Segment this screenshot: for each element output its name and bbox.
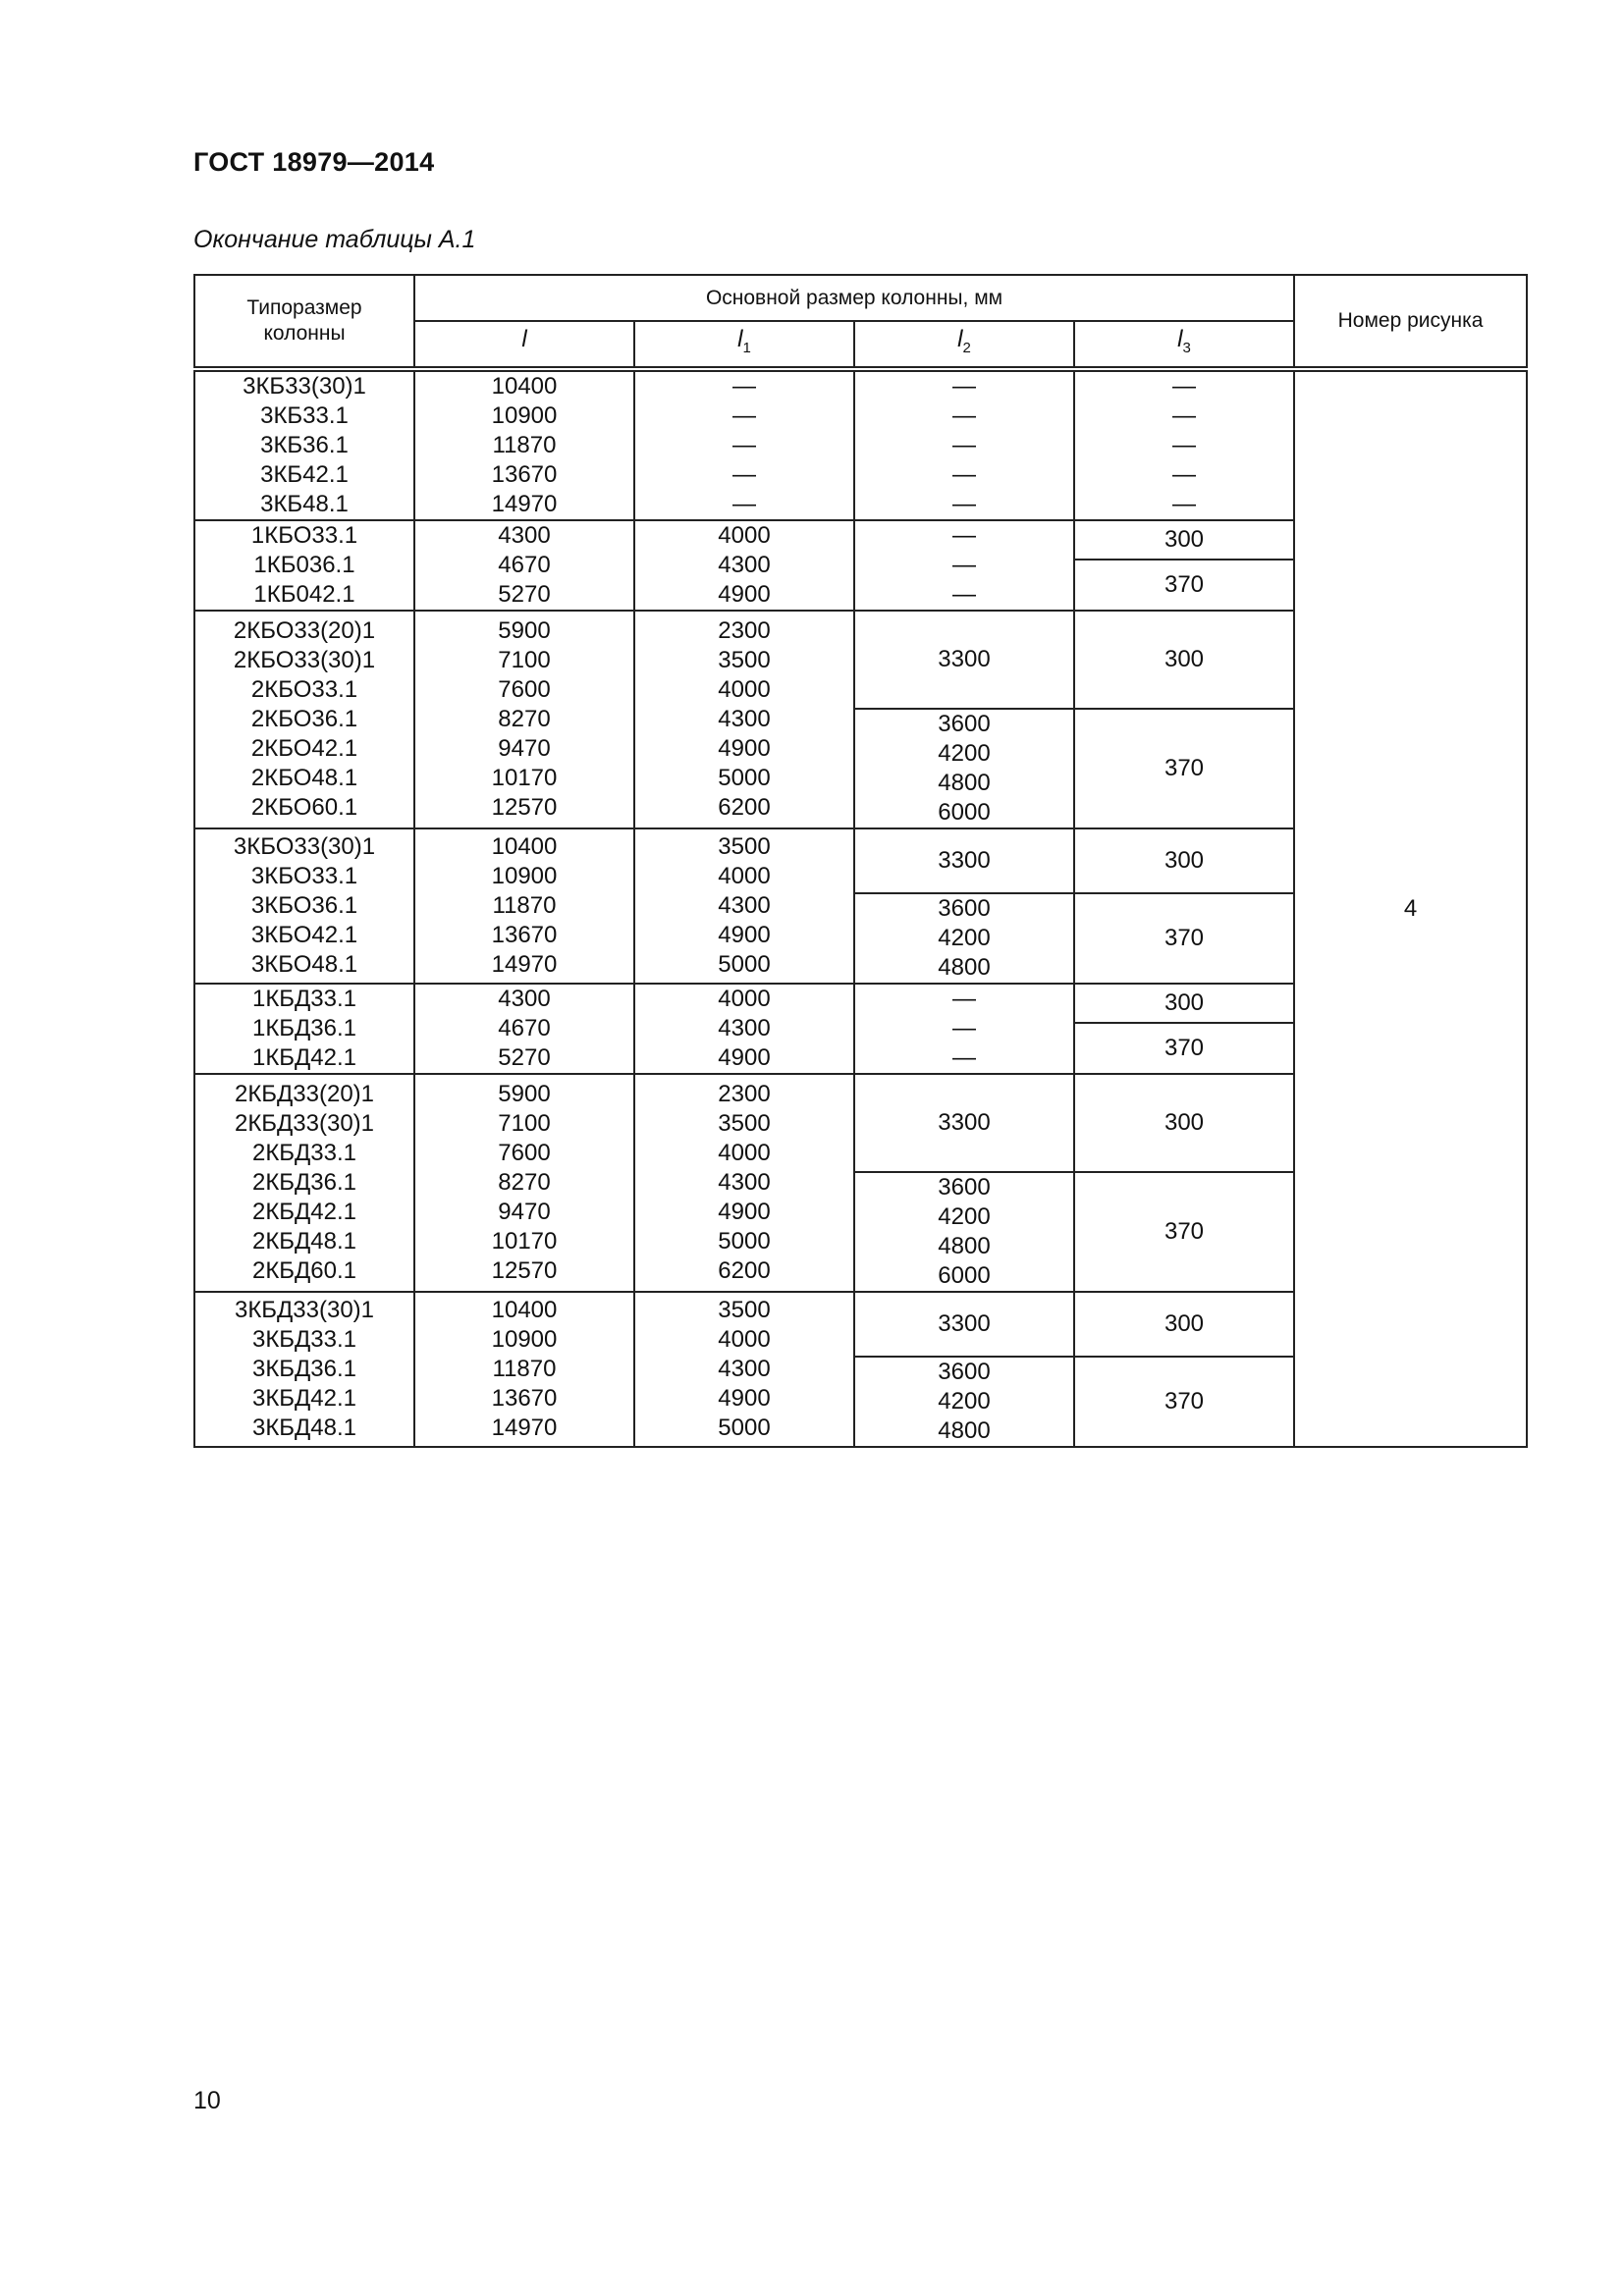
cell-size-type-value: 2КБД42.1 (251, 1199, 357, 1225)
cell-l-value: 5270 (498, 581, 551, 608)
cell-size-type-value: 2КБО60.1 (250, 794, 358, 821)
cell-l-value: 12570 (491, 1257, 558, 1284)
cell-l2-value: — (952, 373, 976, 400)
cell-l1-value: 4000 (718, 863, 771, 889)
cell-l1-value: 4300 (718, 1356, 771, 1382)
cell-size-type-value: 3КБД42.1 (251, 1385, 357, 1412)
cell-l2 (854, 1357, 1074, 1447)
cell-l1 (634, 828, 854, 984)
cell-l2-value: 4800 (938, 770, 991, 796)
cell-l (414, 1074, 634, 1292)
cell-l2-value: — (952, 581, 976, 608)
cell-size-type-value: 3КБО33(30)1 (233, 833, 376, 860)
cell-l2 (854, 369, 1074, 520)
cell-size-type-value: 2КБД60.1 (251, 1257, 357, 1284)
cell-l1 (634, 520, 854, 611)
cell-l2: 3300 (854, 828, 1074, 893)
cell-l1 (634, 1074, 854, 1292)
cell-l2-value: 4800 (938, 954, 991, 981)
cell-l (414, 828, 634, 984)
cell-l2-value: 4200 (938, 1388, 991, 1415)
cell-l-value: 12570 (491, 794, 558, 821)
cell-size-type (194, 611, 414, 828)
cell-size-type-value: 3КБД33(30)1 (234, 1297, 375, 1323)
cell-size-type-value: 3КБ33(30)1 (243, 373, 366, 400)
cell-l2 (854, 1172, 1074, 1292)
cell-l2-value: 3600 (938, 1359, 991, 1385)
header-figure-number: Номер рисунка (1294, 275, 1527, 369)
header-l (414, 321, 634, 369)
cell-l-value: 14970 (491, 951, 558, 978)
cell-size-type (194, 520, 414, 611)
cell-l2-value: — (952, 522, 976, 549)
cell-l-value: 10400 (491, 833, 558, 860)
cell-l-value: 4300 (498, 522, 551, 549)
cell-l2 (854, 520, 1074, 611)
cell-size-type-value: 3КБО33.1 (250, 863, 358, 889)
cell-size-type-value: 2КБО36.1 (250, 706, 358, 732)
cell-l-value: 8270 (498, 706, 551, 732)
cell-l3: 300 (1074, 1292, 1294, 1357)
cell-l2 (854, 709, 1074, 828)
header-l2 (854, 321, 1074, 369)
cell-l2: 3300 (854, 611, 1074, 709)
table-body (194, 369, 1527, 1447)
cell-l3: 370 (1074, 893, 1294, 984)
cell-l1-value: 4900 (718, 1199, 771, 1225)
cell-l1-value: 4900 (718, 922, 771, 948)
cell-l1-value: — (732, 432, 756, 458)
cell-l1-value: 4000 (718, 1140, 771, 1166)
cell-l1 (634, 984, 854, 1074)
cell-l1-value: 5000 (718, 1415, 771, 1441)
cell-l2-value: — (952, 1044, 976, 1071)
cell-l3: 370 (1074, 1023, 1294, 1074)
cell-l-value: 5270 (498, 1044, 551, 1071)
cell-l1-value: — (732, 373, 756, 400)
header-l3-symbol: l (1177, 326, 1183, 352)
cell-l3-value: — (1172, 461, 1196, 488)
cell-l1-value: — (732, 461, 756, 488)
cell-size-type-value: 2КБД33(30)1 (234, 1110, 375, 1137)
cell-l-value: 14970 (491, 491, 558, 517)
header-l2-symbol: l (957, 326, 963, 352)
header-l1-symbol: l (737, 326, 743, 352)
cell-l2 (854, 893, 1074, 984)
cell-l2-value: 4800 (938, 1417, 991, 1444)
cell-l2-value: 3600 (938, 1174, 991, 1201)
header-l-symbol: l (521, 326, 527, 352)
cell-size-type-value: 2КБО33(30)1 (233, 647, 376, 673)
cell-l3: 370 (1074, 709, 1294, 828)
cell-l-value: 13670 (491, 922, 558, 948)
cell-size-type-value: 1КБО33.1 (250, 522, 358, 549)
table-row (194, 369, 1527, 520)
cell-size-type-value: 2КБО33(20)1 (233, 617, 376, 644)
cell-l (414, 1292, 634, 1447)
header-l1-subscript: 1 (742, 340, 751, 356)
cell-l (414, 611, 634, 828)
cell-size-type-value: 3КБ33.1 (260, 402, 349, 429)
cell-size-type (194, 369, 414, 520)
cell-l1-value: 4300 (718, 552, 771, 578)
cell-size-type-value: 2КБД36.1 (251, 1169, 357, 1196)
cell-l2-value: 3600 (938, 895, 991, 922)
cell-l1 (634, 611, 854, 828)
cell-l1-value: 6200 (718, 794, 771, 821)
cell-l1-value: 4900 (718, 1385, 771, 1412)
cell-l3: 370 (1074, 560, 1294, 611)
cell-l2-value: — (952, 1015, 976, 1041)
cell-size-type-value: 1КБ042.1 (253, 581, 355, 608)
cell-l-value: 13670 (491, 1385, 558, 1412)
cell-l1-value: 4000 (718, 1326, 771, 1353)
cell-l (414, 520, 634, 611)
cell-l3: 300 (1074, 984, 1294, 1023)
cell-l-value: 11870 (492, 432, 557, 458)
table-caption: Окончание таблицы А.1 (193, 226, 476, 253)
cell-l2-value: — (952, 552, 976, 578)
cell-l3: 300 (1074, 1074, 1294, 1172)
cell-l3: 300 (1074, 611, 1294, 709)
cell-l-value: 8270 (498, 1169, 551, 1196)
cell-l1-value: 5000 (718, 1228, 771, 1255)
cell-l-value: 5900 (498, 617, 551, 644)
cell-l-value: 13670 (491, 461, 558, 488)
cell-l2-value: 4200 (938, 1203, 991, 1230)
cell-l3: 300 (1074, 828, 1294, 893)
cell-l1-value: 4900 (718, 735, 771, 762)
cell-l1-value: 6200 (718, 1257, 771, 1284)
cell-l-value: 10170 (491, 765, 558, 791)
cell-l1 (634, 369, 854, 520)
cell-size-type-value: 3КБД36.1 (251, 1356, 357, 1382)
cell-l1-value: 4300 (718, 706, 771, 732)
cell-l1-value: — (732, 402, 756, 429)
cell-size-type-value: 2КБД48.1 (251, 1228, 357, 1255)
cell-l-value: 4300 (498, 986, 551, 1012)
cell-size-type-value: 3КБО36.1 (250, 892, 358, 919)
cell-l1-value: — (732, 491, 756, 517)
cell-l1-value: 5000 (718, 951, 771, 978)
cell-l2-value: 3600 (938, 711, 991, 737)
cell-size-type-value: 3КБ36.1 (260, 432, 349, 458)
cell-l-value: 10400 (491, 373, 558, 400)
cell-l1-value: 4000 (718, 522, 771, 549)
cell-l2-value: 4200 (938, 925, 991, 951)
cell-size-type (194, 1074, 414, 1292)
header-l1 (634, 321, 854, 369)
cell-l1-value: 4300 (718, 1015, 771, 1041)
cell-l-value: 4670 (498, 552, 551, 578)
cell-size-type-value: 2КБО42.1 (250, 735, 358, 762)
cell-l-value: 7600 (498, 676, 551, 703)
dimensions-table (193, 274, 1528, 1448)
dimensions-table-wrapper (193, 274, 1526, 1448)
cell-l3: 370 (1074, 1357, 1294, 1447)
cell-size-type (194, 828, 414, 984)
cell-l1-value: 2300 (718, 1081, 771, 1107)
cell-l1-value: 3500 (718, 1110, 771, 1137)
cell-l-value: 9470 (498, 1199, 551, 1225)
cell-l1-value: 3500 (718, 833, 771, 860)
cell-l1-value: 4000 (718, 986, 771, 1012)
cell-l-value: 11870 (492, 1356, 557, 1382)
cell-l2-value: — (952, 432, 976, 458)
cell-l1 (634, 1292, 854, 1447)
cell-l-value: 11870 (492, 892, 557, 919)
cell-l2-value: 4800 (938, 1233, 991, 1259)
cell-size-type-value: 3КБО48.1 (250, 951, 358, 978)
cell-l-value: 7100 (498, 647, 551, 673)
cell-l2-value: — (952, 986, 976, 1012)
cell-l-value: 9470 (498, 735, 551, 762)
cell-l3-value: — (1172, 402, 1196, 429)
cell-size-type-value: 2КБО48.1 (250, 765, 358, 791)
header-l2-subscript: 2 (962, 340, 971, 356)
cell-l (414, 369, 634, 520)
cell-l1-value: 2300 (718, 617, 771, 644)
cell-l-value: 10900 (491, 1326, 558, 1353)
table-header (194, 275, 1527, 369)
cell-size-type-value: 1КБД36.1 (251, 1015, 357, 1041)
cell-l2-value: — (952, 491, 976, 517)
header-l3 (1074, 321, 1294, 369)
cell-l2: 3300 (854, 1292, 1074, 1357)
cell-l1-value: 4300 (718, 1169, 771, 1196)
cell-l-value: 7100 (498, 1110, 551, 1137)
cell-l-value: 10400 (491, 1297, 558, 1323)
cell-l2-value: 6000 (938, 1262, 991, 1289)
cell-l-value: 7600 (498, 1140, 551, 1166)
cell-l-value: 5900 (498, 1081, 551, 1107)
cell-l3-value: — (1172, 373, 1196, 400)
cell-figure-number: 4 (1294, 369, 1527, 1447)
cell-size-type (194, 1292, 414, 1447)
cell-l-value: 4670 (498, 1015, 551, 1041)
cell-l2 (854, 984, 1074, 1074)
cell-l1-value: 3500 (718, 647, 771, 673)
cell-l2: 3300 (854, 1074, 1074, 1172)
cell-size-type-value: 1КБД42.1 (251, 1044, 357, 1071)
header-size-type (194, 275, 414, 369)
header-main-size: Основной размер колонны, мм (414, 275, 1294, 321)
cell-size-type-value: 3КБ42.1 (260, 461, 349, 488)
cell-l3: 300 (1074, 520, 1294, 560)
cell-size-type-value: 3КБД33.1 (251, 1326, 357, 1353)
document-header: ГОСТ 18979—2014 (193, 147, 435, 177)
cell-l1-value: 3500 (718, 1297, 771, 1323)
cell-size-type-value: 2КБО33.1 (250, 676, 358, 703)
cell-size-type-value: 1КБД33.1 (251, 986, 357, 1012)
page-number: 10 (193, 2087, 221, 2114)
cell-l-value: 14970 (491, 1415, 558, 1441)
cell-l (414, 984, 634, 1074)
cell-size-type-value: 2КБД33(20)1 (234, 1081, 375, 1107)
cell-l3: 370 (1074, 1172, 1294, 1292)
cell-l3 (1074, 369, 1294, 520)
cell-l3-value: — (1172, 491, 1196, 517)
cell-l-value: 10170 (491, 1228, 558, 1255)
cell-l3-value: — (1172, 432, 1196, 458)
cell-l1-value: 4000 (718, 676, 771, 703)
cell-size-type-value: 3КБО42.1 (250, 922, 358, 948)
cell-l2-value: — (952, 402, 976, 429)
cell-l2-value: 4200 (938, 740, 991, 767)
cell-l1-value: 4900 (718, 581, 771, 608)
cell-l2-value: — (952, 461, 976, 488)
header-l3-subscript: 3 (1182, 340, 1191, 356)
cell-l1-value: 4900 (718, 1044, 771, 1071)
cell-size-type-value: 3КБД48.1 (251, 1415, 357, 1441)
cell-l-value: 10900 (491, 402, 558, 429)
cell-l1-value: 5000 (718, 765, 771, 791)
header-size-type-label: Типоразмер колонны (246, 296, 362, 345)
cell-l-value: 10900 (491, 863, 558, 889)
cell-size-type-value: 3КБ48.1 (260, 491, 349, 517)
cell-l1-value: 4300 (718, 892, 771, 919)
cell-size-type-value: 2КБД33.1 (251, 1140, 357, 1166)
cell-l2-value: 6000 (938, 799, 991, 826)
cell-size-type-value: 1КБ036.1 (253, 552, 355, 578)
cell-size-type (194, 984, 414, 1074)
